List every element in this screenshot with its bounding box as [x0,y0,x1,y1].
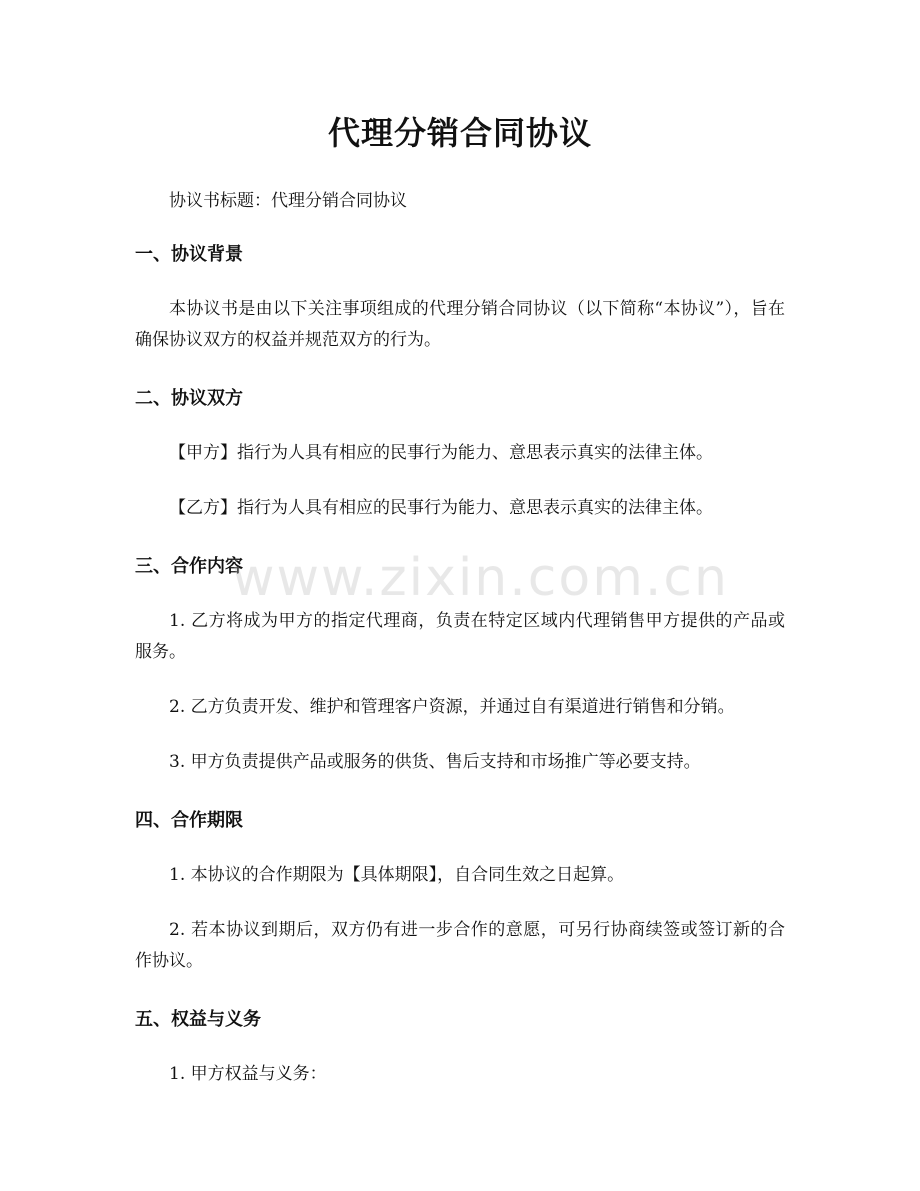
section-heading: 三、合作内容 [135,556,243,577]
section-paragraph: 3. 甲方负责提供产品或服务的供货、售后支持和市场推广等必要支持。 [169,752,701,772]
section-heading: 四、合作期限 [135,810,243,831]
section-paragraph: 【甲方】指行为人具有相应的民事行为能力、意思表示真实的法律主体。 [169,443,713,463]
section-cooperation-term [135,805,785,977]
section-heading: 二、协议双方 [135,388,243,409]
section-paragraph: 1. 乙方将成为甲方的指定代理商，负责在特定区域内代理销售甲方提供的产品或服务。 [135,611,785,662]
section-background [135,239,785,356]
section-paragraph: 1. 本协议的合作期限为【具体期限】，自合同生效之日起算。 [169,865,625,885]
section-parties [135,383,785,524]
section-paragraph: 【乙方】指行为人具有相应的民事行为能力、意思表示真实的法律主体。 [169,498,713,518]
section-paragraph: 1. 甲方权益与义务： [169,1064,327,1084]
document-title: 代理分销合同协议 [327,114,592,152]
watermark-text: www.zixin.com.cn [232,548,729,608]
document-body [135,186,785,1090]
section-paragraph: 本协议书是由以下关注事项组成的代理分销合同协议（以下简称“本协议”），旨在确保协议双方的权益并规范双方的行为。 [135,299,785,350]
section-rights-obligations [135,1004,785,1090]
section-heading: 一、协议背景 [135,244,243,265]
intro-paragraph: 协议书标题：代理分销合同协议 [169,191,407,211]
section-paragraph: 2. 若本协议到期后，双方仍有进一步合作的意愿，可另行协商续签或签订新的合作协议。 [135,920,785,971]
section-paragraph: 2. 乙方负责开发、维护和管理客户资源，并通过自有渠道进行销售和分销。 [169,697,735,717]
section-heading: 五、权益与义务 [135,1009,261,1030]
